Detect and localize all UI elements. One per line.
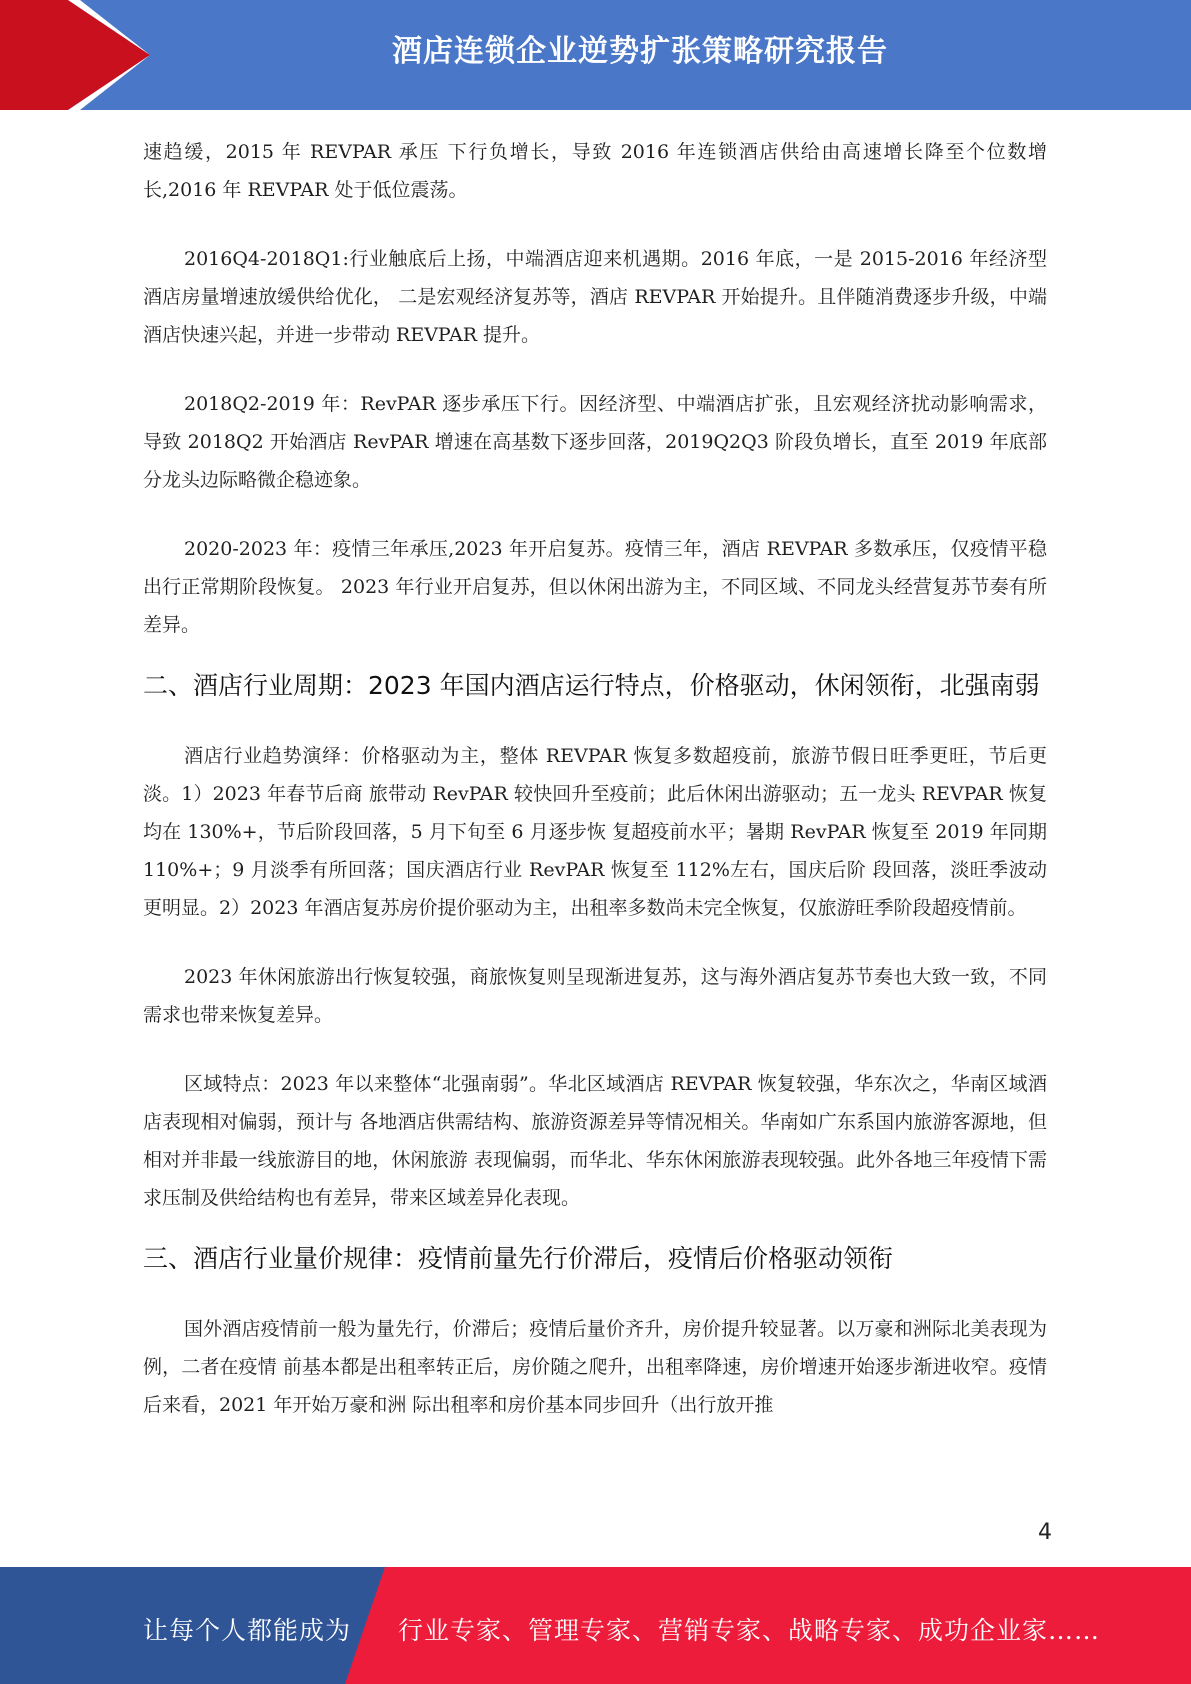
footer-slogan-left: 让每个人都能成为 — [143, 1616, 352, 1645]
paragraph: 速趋缓，2015 年 REVPAR 承压 下行负增长，导致 2016 年连锁酒店供给由高速增长降至个位数增长,2016 年 REVPAR 处于低位震荡。 — [143, 141, 1047, 201]
paragraph: 国外酒店疫情前一般为量先行，价滞后；疫情后量价齐升，房价提升较显著。以万豪和洲际北美表现为例，二者在疫情 前基本都是出租率转正后，房价随之爬升，出租率降速，房价增速开始逐步渐进收窄。疫情后来看，2021 年开始万豪和洲 际出租率和房价基本同步回升（出行放开推 — [143, 1318, 1047, 1416]
section-heading: 二、酒店行业周期：2023 年国内酒店运行特点，价格驱动，休闲领衔，北强南弱 — [143, 671, 1040, 700]
paragraph: 酒店行业趋势演绎：价格驱动为主，整体 REVPAR 恢复多数超疫前，旅游节假日旺季更旺，节后更淡。1）2023 年春节后商 旅带动 RevPAR 较快回升至疫前；此后休闲出游驱动；五一龙头 REVPAR 恢复均在 130%+，节后阶段回落，5 月下旬至 6 月逐步恢 复超疫前水平；暑期 RevPAR 恢复至 2019 年同期 110%+；9 月淡季有所回落；国庆酒店行业 RevPAR 恢复至 112%左右，国庆后阶 段回落，淡旺季波动更明显。2）2023 年酒店复苏房价提价驱动为主，出租率多数尚未完全恢复，仅旅游旺季阶段超疫情前。 — [143, 745, 1047, 919]
document-body — [143, 133, 1047, 1424]
footer-banner — [0, 1567, 1191, 1684]
document-title: 酒店连锁企业逆势扩张策略研究报告 — [392, 34, 888, 69]
paragraph: 2020-2023 年：疫情三年承压,2023 年开启复苏。疫情三年，酒店 REVPAR 多数承压，仅疫情平稳出行正常期阶段恢复。 2023 年行业开启复苏，但以休闲出游为主，不同区域、不同龙头经营复苏节奏有所差异。 — [143, 538, 1047, 636]
paragraph: 2023 年休闲旅游出行恢复较强，商旅恢复则呈现渐进复苏，这与海外酒店复苏节奏也大致一致，不同需求也带来恢复差异。 — [143, 966, 1047, 1026]
paragraph: 2016Q4-2018Q1:行业触底后上扬，中端酒店迎来机遇期。2016 年底，一是 2015-2016 年经济型酒店房量增速放缓供给优化， 二是宏观经济复苏等，酒店 REVPAR 开始提升。且伴随消费逐步升级，中端酒店快速兴起，并进一步带动 REVPAR 提升。 — [143, 248, 1047, 346]
header-banner — [0, 0, 1191, 110]
page-number: 4 — [1038, 1520, 1052, 1545]
footer-slogan-right: 行业专家、管理专家、营销专家、战略专家、成功企业家…… — [398, 1616, 1101, 1645]
paragraph: 2018Q2-2019 年：RevPAR 逐步承压下行。因经济型、中端酒店扩张，且宏观经济扰动影响需求，导致 2018Q2 开始酒店 RevPAR 增速在高基数下逐步回落，2019Q2Q3 阶段负增长，直至 2019 年底部分龙头边际略微企稳迹象。 — [143, 393, 1047, 491]
section-heading: 三、酒店行业量价规律：疫情前量先行价滞后，疫情后价格驱动领衔 — [143, 1244, 894, 1273]
paragraph: 区域特点：2023 年以来整体“北强南弱”。华北区域酒店 REVPAR 恢复较强，华东次之，华南区域酒店表现相对偏弱，预计与 各地酒店供需结构、旅游资源差异等情况相关。华南如广东系国内旅游客源地，但相对并非最一线旅游目的地，休闲旅游 表现偏弱，而华北、华东休闲旅游表现较强。此外各地三年疫情下需求压制及供给结构也有差异，带来区域差异化表现。 — [143, 1073, 1047, 1209]
